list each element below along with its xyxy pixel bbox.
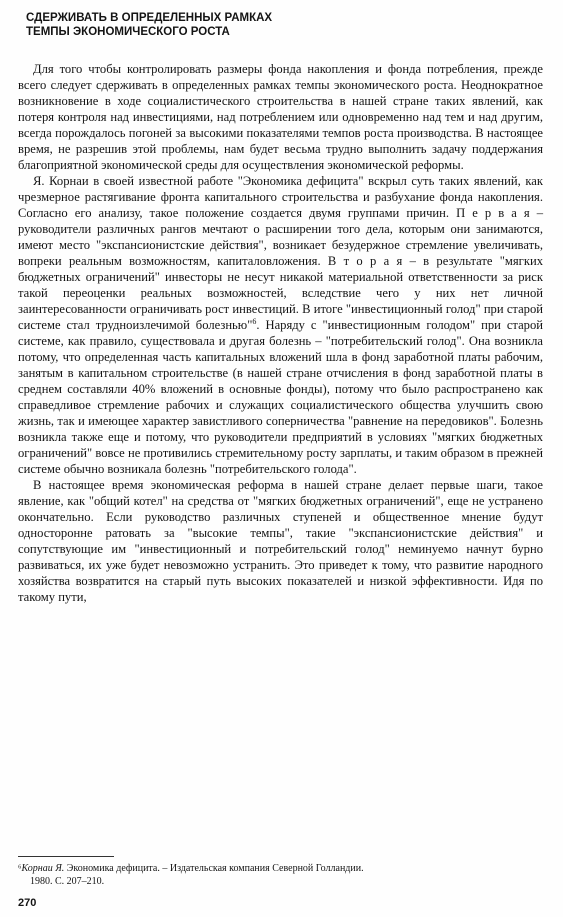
paragraph-2-part-1: Я. Корнаи в своей известной работе "Экономика дефицита" вскрыл суть таких явлений, как чрезмерное растягивание фронта капитального строительства и разбухание фонда накопления. Согласно его анализу, такое положение создается двумя группами причин. П е р в а я – руководители различных рангов мечтают о расширении того дела, которым они занимаются, имеют место "экспансионистские действия", возникает безудержное стремление увеличивать, вопреки реальным возможностям, капиталовложения. В т о р а я – в результате "мягких бюджетных ограничений" инвесторы не несут никакой материальной ответственности за риск такой переоценки реальных возможностей, вследствие чего у них нет личной заинтересованности ограничивать рост инвестиций. В итоге "инвестиционный голод" при старой системе стал трудноизлечимой болезнью"	[18, 174, 543, 332]
paragraph-1: Для того чтобы контролировать размеры фонда накопления и фонда потребления, прежде всего следует сдерживать в определенных рамках темпы экономического роста. Неоднократное возникновение в ходе социалистического строительства в нашей стране таких явлений, как потеря контроля над инвестициями, над потреблением или одновременно над тем и над другим, всегда порождалось погоней за высокими показателями темпов роста производства. В настоящее время, не разрешив этой проблемы, нам будет весьма трудно выполнить задачу поддержания благоприятной экономической среды для осуществления экономической реформы.	[18, 62, 543, 172]
footnote-author: Корнаи Я.	[21, 863, 65, 874]
paragraph-2	[18, 173, 543, 477]
paragraph-2-part-2: . Наряду с "инвестиционным голодом" при старой системе, как правило, существовала и другая болезнь – "потребительский голод". Она возникла потому, что определенная часть капитальных вложений шла в фонд заработной платы рабочим, занятым в капитальном строительстве (в нашей стране отчисления в фонд заработной платы в среднем составляли 40% вложений в основные фонды), потому что было распространено как справедливое стремление рабочих и служащих социалистического общества улучшить свою жизнь, так и имеющее характер завистливого соперничества "равнение на передовиков". Болезнь возникла также еще и потому, что руководители предприятий в условиях "мягких бюджетных ограничений" вовсе не противились стремительному росту зарплаты, и таким образом в прежней системе обычно возникала болезнь "потребительского голода".	[18, 318, 543, 476]
footnote-line-2: 1980. С. 207–210.	[30, 876, 105, 887]
section-heading	[26, 11, 526, 39]
footnote-reference: 6	[252, 316, 257, 326]
paragraph-3: В настоящее время экономическая реформа в нашей стране делает первые шаги, такое явление, как "общий котел" на средства от "мягких бюджетных ограничений", еще не устранено окончательно. Если руководство различных ступеней и общественное мнение будут односторонне ратовать за "высокие темпы", такие "экспансионистские действия" и сопутствующие им "инвестиционный и потребительский голод" неминуемо начнут бурно развиваться, их уже будет невозможно устранить. Это приведет к тому, что развитие народного хозяйства возвратится на старый путь высоких показателей и низкой эффективности. Идя по такому пути,	[18, 478, 543, 604]
footnote-marker: ⁶	[18, 863, 22, 874]
heading-line-2: ТЕМПЫ ЭКОНОМИЧЕСКОГО РОСТА	[26, 26, 230, 38]
body-text	[18, 61, 543, 605]
page-number: 270	[18, 897, 37, 909]
heading-line-1: СДЕРЖИВАТЬ В ОПРЕДЕЛЕННЫХ РАМКАХ	[26, 12, 273, 24]
footnote	[18, 862, 543, 888]
footnote-line-1	[18, 862, 543, 875]
footnote-text: Экономика дефицита. – Издательская компания Северной Голландии.	[64, 863, 364, 874]
footnote-divider	[18, 856, 114, 857]
